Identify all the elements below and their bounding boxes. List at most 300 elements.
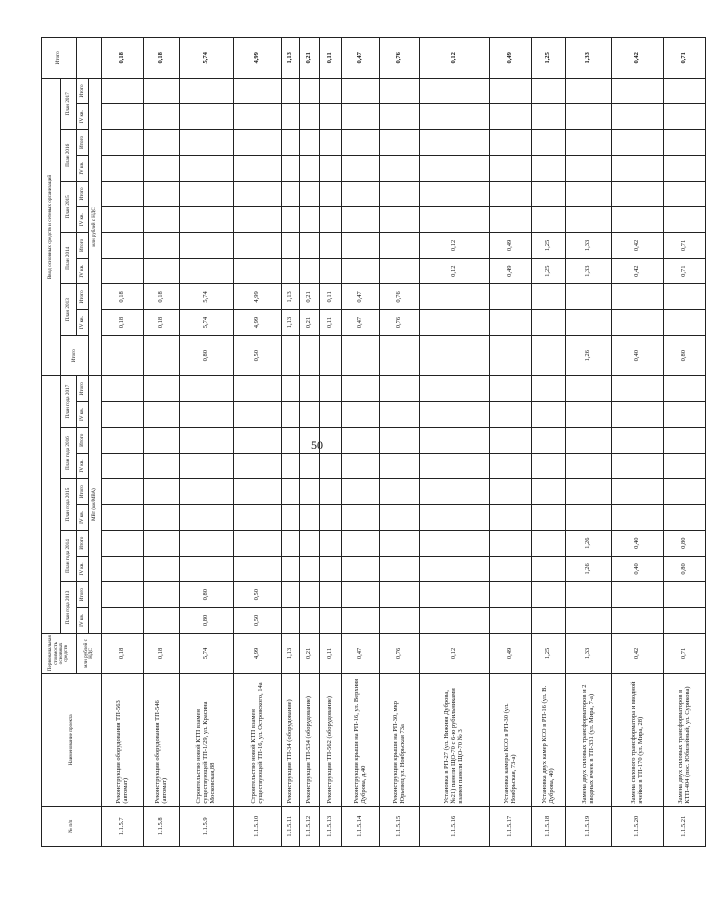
- row-plan-a-cell: [144, 608, 180, 634]
- row-plan-a-cell: [532, 453, 566, 479]
- header-no: № п/п: [42, 806, 102, 846]
- row-plan-b-cell: [664, 104, 706, 130]
- row-plan-b-cell: 1,13: [282, 284, 300, 310]
- row-plan-b-cell: [282, 233, 300, 259]
- row-plan-b-cell: [234, 181, 282, 207]
- row-cost: 4,99: [234, 633, 282, 673]
- row-plan-b-cell: [664, 78, 706, 104]
- row-plan-a-cell: [320, 453, 342, 479]
- row-name: Реконструкция ТП-534 (оборудование): [300, 674, 320, 806]
- row-plan-b-cell: [420, 104, 490, 130]
- row-plan-a-cell: [144, 376, 180, 402]
- row-plan-b-cell: [420, 284, 490, 310]
- row-plan-a-cell: [420, 453, 490, 479]
- row-plan-a-cell: [490, 582, 532, 608]
- h-iv: IV кв.: [77, 453, 89, 479]
- table-row: [566, 38, 612, 847]
- table-row: [300, 38, 320, 847]
- row-plan-b-cell: [380, 258, 420, 284]
- table-row: [342, 38, 380, 847]
- row-plan-a-cell: [342, 608, 380, 634]
- row-total: 0,21: [300, 38, 320, 79]
- row-name: Замена двух силовых трансформаторов и 2 вводных ячеек в ТП-331 (ул. Мира, 7-а): [566, 674, 612, 806]
- row-plan-a-cell: [102, 427, 144, 453]
- row-total: 0,76: [380, 38, 420, 79]
- row-plan-b-cell: 4,99: [234, 284, 282, 310]
- row-plan-a-cell: [102, 479, 144, 505]
- h-itogo: Итого: [77, 284, 89, 310]
- row-plan-a-cell: [320, 479, 342, 505]
- table-body: [102, 38, 706, 847]
- row-code: 1.1.5.8: [144, 806, 180, 846]
- row-plan-a-cell: [490, 402, 532, 428]
- row-plan-b-cell: [532, 181, 566, 207]
- row-plan-a-cell: [380, 376, 420, 402]
- row-plan-b-cell: 0,11: [320, 310, 342, 336]
- row-plan-b-cell: [490, 181, 532, 207]
- row-plan-a-cell: [532, 556, 566, 582]
- row-plan-b-cell: [282, 130, 300, 156]
- row-plan-a-cell: 0,40: [612, 556, 664, 582]
- row-plan-a-cell: [664, 479, 706, 505]
- row-plan-a-cell: 0,40: [612, 530, 664, 556]
- row-cost: 1,13: [282, 633, 300, 673]
- row-name: Реконструкция ТП-562 (оборудование): [320, 674, 342, 806]
- row-code: 1.1.5.18: [532, 806, 566, 846]
- row-plan-b-cell: [320, 335, 342, 375]
- row-plan-b-cell: [342, 155, 380, 181]
- row-name: Реконструкция оборудования ТП-546 (автомат): [144, 674, 180, 806]
- row-plan-a-cell: [342, 453, 380, 479]
- row-plan-b-cell: [320, 207, 342, 233]
- row-plan-b-cell: [380, 233, 420, 259]
- table-row: [180, 38, 234, 847]
- row-plan-b-cell: [532, 104, 566, 130]
- row-name: Реконструкция ТП-34 (оборудование): [282, 674, 300, 806]
- row-plan-b-cell: [380, 335, 420, 375]
- row-plan-a-cell: [144, 479, 180, 505]
- table-row: [380, 38, 420, 847]
- row-cost: 0,49: [490, 633, 532, 673]
- row-total: 0,49: [490, 38, 532, 79]
- row-plan-b-cell: [300, 207, 320, 233]
- row-plan-b-cell: [300, 104, 320, 130]
- row-plan-a-cell: [566, 582, 612, 608]
- row-plan-a-cell: [180, 427, 234, 453]
- row-total: 0,47: [342, 38, 380, 79]
- row-plan-b-cell: 0,47: [342, 284, 380, 310]
- row-plan-b-cell: 0,47: [342, 310, 380, 336]
- row-plan-b-cell: [180, 104, 234, 130]
- row-plan-b-cell: [566, 207, 612, 233]
- row-plan-b-cell: [342, 181, 380, 207]
- table-row: [664, 38, 706, 847]
- row-plan-a-cell: [342, 556, 380, 582]
- row-plan-b-cell: [180, 181, 234, 207]
- row-plan-a-cell: [300, 402, 320, 428]
- row-plan-b-cell: [144, 335, 180, 375]
- row-plan-a-cell: [282, 402, 300, 428]
- row-plan-b-cell: 0,18: [102, 310, 144, 336]
- row-plan-a-cell: [234, 376, 282, 402]
- row-plan-a-cell: [612, 402, 664, 428]
- row-plan-b-cell: [380, 104, 420, 130]
- table-row: [282, 38, 300, 847]
- row-plan-a-cell: [300, 582, 320, 608]
- row-name: Строительство новой КТП взамен существующей ТП-16, ул. Островского, 14а: [234, 674, 282, 806]
- row-plan-b-cell: [612, 78, 664, 104]
- row-plan-b-cell: 0,18: [144, 284, 180, 310]
- row-total: 0,12: [420, 38, 490, 79]
- row-plan-a-cell: [490, 376, 532, 402]
- row-plan-a-cell: 0,50: [234, 582, 282, 608]
- row-plan-b-cell: 0,71: [664, 258, 706, 284]
- row-plan-b-cell: [664, 284, 706, 310]
- row-plan-b-cell: [420, 78, 490, 104]
- row-plan-b-cell: 0,42: [612, 258, 664, 284]
- row-plan-b-cell: [664, 155, 706, 181]
- row-plan-b-cell: [300, 258, 320, 284]
- h-itogo: Итого: [77, 582, 89, 608]
- row-plan-a-cell: [490, 556, 532, 582]
- row-plan-a-cell: [420, 608, 490, 634]
- row-plan-b-cell: [282, 258, 300, 284]
- row-plan-a-cell: [234, 479, 282, 505]
- row-plan-b-cell: [320, 233, 342, 259]
- row-plan-b-cell: [234, 78, 282, 104]
- row-plan-a-cell: [532, 479, 566, 505]
- header-itogo-b: Итого: [61, 335, 89, 375]
- row-plan-b-cell: [420, 155, 490, 181]
- row-plan-a-cell: [320, 608, 342, 634]
- row-plan-b-cell: [180, 207, 234, 233]
- row-plan-b-cell: [144, 130, 180, 156]
- row-plan-a-cell: [380, 582, 420, 608]
- plan-a-2017: План года 2017: [61, 376, 77, 427]
- h-total-blank: [77, 38, 102, 79]
- row-plan-a-cell: [144, 556, 180, 582]
- row-plan-a-cell: [532, 402, 566, 428]
- row-plan-b-cell: [180, 155, 234, 181]
- page-number: 50: [311, 438, 323, 452]
- row-plan-a-cell: [532, 376, 566, 402]
- row-plan-a-cell: [300, 608, 320, 634]
- row-plan-a-cell: [234, 530, 282, 556]
- row-plan-a-cell: [612, 582, 664, 608]
- row-plan-b-cell: [490, 155, 532, 181]
- row-plan-a-cell: [532, 530, 566, 556]
- h-itogo: Итого: [77, 130, 89, 156]
- h-iv: IV кв.: [77, 310, 89, 336]
- row-plan-b-cell: 1,33: [566, 233, 612, 259]
- row-plan-b-cell: [420, 207, 490, 233]
- row-plan-a-cell: [320, 427, 342, 453]
- row-plan-b-cell: [342, 335, 380, 375]
- row-plan-b-cell: [102, 104, 144, 130]
- h-iv: IV кв.: [77, 505, 89, 531]
- row-plan-a-cell: 0,80: [664, 530, 706, 556]
- row-name: Замена силового трансформатора и вводной ячейки в ТП-170 (ул. Мира, 28): [612, 674, 664, 806]
- investment-table: [41, 37, 706, 847]
- row-plan-b-cell: [144, 181, 180, 207]
- row-plan-a-cell: [420, 530, 490, 556]
- row-code: 1.1.5.19: [566, 806, 612, 846]
- row-name: Установка в РП-27 (ул. Нижняя Дуброва, №21) панели ЩО-70 с 6-ю рубильниками взамен панели ЩО-70 № 3: [420, 674, 490, 806]
- row-plan-a-cell: [300, 505, 320, 531]
- row-name: Строительство новой КТП взамен существующей ТП-1/29, ул. Красина Московская,88: [180, 674, 234, 806]
- row-plan-b-cell: [180, 78, 234, 104]
- row-plan-b-cell: [664, 181, 706, 207]
- row-plan-a-cell: [490, 608, 532, 634]
- row-name: Реконструкция оборудования ТП-563 (автомат): [102, 674, 144, 806]
- row-name: Установка камеры КСО в РП-30 (ул. Ноябрьская, 73-а): [490, 674, 532, 806]
- row-plan-b-cell: [532, 284, 566, 310]
- row-plan-a-cell: [300, 376, 320, 402]
- row-plan-b-cell: [102, 78, 144, 104]
- table-row: [320, 38, 342, 847]
- row-plan-a-cell: [612, 608, 664, 634]
- row-plan-a-cell: [664, 402, 706, 428]
- row-cost: 0,42: [612, 633, 664, 673]
- row-plan-b-cell: [234, 104, 282, 130]
- row-plan-b-cell: [490, 284, 532, 310]
- row-plan-a-cell: [664, 427, 706, 453]
- row-plan-b-cell: 5,74: [180, 284, 234, 310]
- plan-b-2014: План 2014: [61, 233, 77, 284]
- row-plan-b-cell: [234, 258, 282, 284]
- table-row: [490, 38, 532, 847]
- row-plan-a-cell: [180, 479, 234, 505]
- row-plan-b-cell: [300, 78, 320, 104]
- row-plan-a-cell: [342, 376, 380, 402]
- row-plan-b-cell: 0,49: [490, 233, 532, 259]
- row-plan-a-cell: [380, 402, 420, 428]
- row-plan-a-cell: [102, 505, 144, 531]
- row-plan-b-cell: [300, 335, 320, 375]
- row-plan-a-cell: [664, 505, 706, 531]
- row-plan-b-cell: 0,40: [612, 335, 664, 375]
- row-plan-b-cell: 1,25: [532, 258, 566, 284]
- row-plan-b-cell: 4,99: [234, 310, 282, 336]
- row-plan-b-cell: [180, 258, 234, 284]
- row-plan-a-cell: 0,80: [180, 582, 234, 608]
- row-plan-b-cell: [532, 155, 566, 181]
- row-plan-b-cell: [320, 258, 342, 284]
- row-plan-a-cell: [380, 505, 420, 531]
- h-itogo: Итого: [77, 233, 89, 259]
- h-iv: IV кв.: [77, 104, 89, 130]
- plan-a-2013: План года 2013: [61, 582, 77, 633]
- row-plan-b-cell: [566, 130, 612, 156]
- row-plan-b-cell: [566, 155, 612, 181]
- row-plan-a-cell: [320, 505, 342, 531]
- row-plan-a-cell: [664, 453, 706, 479]
- row-plan-a-cell: [234, 402, 282, 428]
- row-plan-b-cell: [532, 310, 566, 336]
- row-plan-b-cell: [490, 207, 532, 233]
- row-plan-a-cell: [490, 453, 532, 479]
- row-plan-a-cell: [282, 530, 300, 556]
- row-plan-b-cell: [234, 130, 282, 156]
- row-code: 1.1.5.21: [664, 806, 706, 846]
- plan-b-2015: План 2015: [61, 181, 77, 232]
- row-plan-b-cell: [342, 207, 380, 233]
- plan-b-2013: План 2013: [61, 284, 77, 335]
- row-code: 1.1.5.17: [490, 806, 532, 846]
- row-plan-b-cell: [320, 130, 342, 156]
- row-plan-a-cell: 0,80: [664, 556, 706, 582]
- row-plan-b-cell: [532, 207, 566, 233]
- row-total: 1,33: [566, 38, 612, 79]
- row-plan-b-cell: [144, 233, 180, 259]
- row-plan-b-cell: 0,80: [180, 335, 234, 375]
- row-plan-a-cell: [102, 376, 144, 402]
- row-plan-b-cell: 0,21: [300, 310, 320, 336]
- row-plan-a-cell: [664, 608, 706, 634]
- row-plan-a-cell: [282, 556, 300, 582]
- row-plan-b-cell: [144, 78, 180, 104]
- row-plan-a-cell: [320, 376, 342, 402]
- row-plan-a-cell: [234, 453, 282, 479]
- row-plan-a-cell: [144, 530, 180, 556]
- row-plan-a-cell: [180, 530, 234, 556]
- unit-rub-band: млн рублей с НДС: [89, 78, 102, 376]
- row-plan-b-cell: [664, 310, 706, 336]
- row-plan-a-cell: [144, 402, 180, 428]
- row-plan-a-cell: [282, 376, 300, 402]
- row-plan-a-cell: 1,26: [566, 556, 612, 582]
- row-plan-a-cell: [532, 582, 566, 608]
- row-plan-b-cell: 1,33: [566, 258, 612, 284]
- row-plan-a-cell: [102, 402, 144, 428]
- row-plan-b-cell: [566, 310, 612, 336]
- row-plan-a-cell: [566, 479, 612, 505]
- row-plan-a-cell: [566, 427, 612, 453]
- row-plan-a-cell: [566, 453, 612, 479]
- row-plan-a-cell: [532, 427, 566, 453]
- row-plan-a-cell: [664, 582, 706, 608]
- row-plan-b-cell: [234, 233, 282, 259]
- header-blank: [42, 376, 61, 633]
- row-plan-b-cell: [144, 155, 180, 181]
- row-plan-a-cell: [380, 530, 420, 556]
- row-plan-b-cell: [380, 207, 420, 233]
- row-plan-b-cell: [566, 78, 612, 104]
- row-plan-b-cell: [420, 335, 490, 375]
- row-plan-b-cell: [566, 181, 612, 207]
- row-plan-b-cell: [380, 78, 420, 104]
- row-plan-a-cell: [420, 582, 490, 608]
- row-total: 0,18: [102, 38, 144, 79]
- row-cost: 5,74: [180, 633, 234, 673]
- row-plan-b-cell: 1,26: [566, 335, 612, 375]
- row-plan-b-cell: [490, 310, 532, 336]
- row-plan-b-cell: 0,18: [144, 310, 180, 336]
- h-iv: IV кв.: [77, 258, 89, 284]
- row-plan-a-cell: [380, 427, 420, 453]
- row-plan-a-cell: [234, 505, 282, 531]
- row-plan-b-cell: [102, 130, 144, 156]
- row-plan-b-cell: [612, 181, 664, 207]
- row-plan-a-cell: [342, 530, 380, 556]
- row-plan-b-cell: [300, 130, 320, 156]
- row-plan-b-cell: [612, 104, 664, 130]
- row-code: 1.1.5.14: [342, 806, 380, 846]
- row-plan-a-cell: [320, 402, 342, 428]
- row-name: Реконструкция крыши на РП-16, ул. Верхняя Дуброва, д.40: [342, 674, 380, 806]
- row-plan-a-cell: [532, 608, 566, 634]
- row-plan-b-cell: [282, 181, 300, 207]
- row-plan-b-cell: 0,76: [380, 284, 420, 310]
- row-plan-a-cell: [420, 556, 490, 582]
- row-plan-a-cell: [420, 402, 490, 428]
- row-plan-b-cell: [180, 130, 234, 156]
- row-plan-b-cell: 0,12: [420, 233, 490, 259]
- row-plan-a-cell: [102, 556, 144, 582]
- row-plan-a-cell: [566, 608, 612, 634]
- row-plan-a-cell: [490, 479, 532, 505]
- row-total: 0,71: [664, 38, 706, 79]
- row-plan-b-cell: [532, 130, 566, 156]
- row-cost: 0,18: [102, 633, 144, 673]
- row-plan-b-cell: 5,74: [180, 310, 234, 336]
- row-code: 1.1.5.9: [180, 806, 234, 846]
- row-plan-b-cell: 0,42: [612, 233, 664, 259]
- row-plan-a-cell: [102, 608, 144, 634]
- row-plan-b-cell: [320, 155, 342, 181]
- row-plan-a-cell: [664, 376, 706, 402]
- row-plan-b-cell: 1,13: [282, 310, 300, 336]
- row-plan-b-cell: [532, 78, 566, 104]
- row-plan-b-cell: 0,50: [234, 335, 282, 375]
- row-cost: 1,25: [532, 633, 566, 673]
- row-plan-a-cell: [102, 530, 144, 556]
- row-plan-b-cell: [490, 78, 532, 104]
- row-plan-a-cell: [612, 427, 664, 453]
- row-plan-a-cell: [420, 505, 490, 531]
- row-cost: 0,11: [320, 633, 342, 673]
- row-plan-b-cell: 0,80: [664, 335, 706, 375]
- row-total: 0,18: [144, 38, 180, 79]
- table-row: [612, 38, 664, 847]
- row-cost: 1,33: [566, 633, 612, 673]
- h-iv: IV кв.: [77, 155, 89, 181]
- row-plan-b-cell: [282, 207, 300, 233]
- row-plan-a-cell: [320, 582, 342, 608]
- row-plan-b-cell: [234, 207, 282, 233]
- row-plan-a-cell: [234, 427, 282, 453]
- row-plan-b-cell: [664, 207, 706, 233]
- row-plan-b-cell: 0,18: [102, 284, 144, 310]
- row-plan-a-cell: [420, 376, 490, 402]
- row-plan-b-cell: 0,49: [490, 258, 532, 284]
- unit-mw-band: МВт (км/МВА): [89, 376, 102, 633]
- h-itogo: Итого: [77, 181, 89, 207]
- row-plan-b-cell: [566, 104, 612, 130]
- row-cost: 0,21: [300, 633, 320, 673]
- table-row: [234, 38, 282, 847]
- row-plan-b-cell: [320, 104, 342, 130]
- row-plan-b-cell: [420, 181, 490, 207]
- row-plan-b-cell: [320, 181, 342, 207]
- row-cost: 0,71: [664, 633, 706, 673]
- row-plan-a-cell: [144, 505, 180, 531]
- header-cost-unit: млн рублей с НДС: [77, 633, 102, 673]
- row-plan-a-cell: [612, 479, 664, 505]
- row-plan-a-cell: [612, 453, 664, 479]
- row-plan-a-cell: [380, 479, 420, 505]
- row-plan-b-cell: [282, 104, 300, 130]
